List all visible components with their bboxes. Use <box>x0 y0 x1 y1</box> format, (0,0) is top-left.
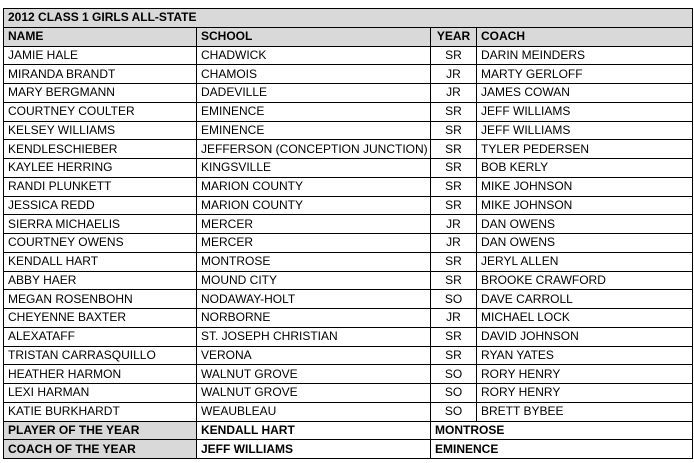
cell-coach: JAMES COWAN <box>477 84 693 103</box>
cell-school: WALNUT GROVE <box>197 365 431 384</box>
table-row <box>4 290 693 309</box>
cell-year: SO <box>431 402 477 421</box>
cell-school: EMINENCE <box>197 121 431 140</box>
cell-name: MIRANDA BRANDT <box>4 65 197 84</box>
table-row <box>4 309 693 328</box>
cell-year: JR <box>431 84 477 103</box>
cell-name: SIERRA MICHAELIS <box>4 215 197 234</box>
award-label: COACH OF THE YEAR <box>4 440 197 459</box>
cell-year: JR <box>431 65 477 84</box>
cell-coach: MICHAEL LOCK <box>477 309 693 328</box>
cell-name: RANDI PLUNKETT <box>4 177 197 196</box>
award-winner: JEFF WILLIAMS <box>197 440 431 459</box>
cell-school: CHADWICK <box>197 46 431 65</box>
cell-coach: TYLER PEDERSEN <box>477 140 693 159</box>
cell-coach: MIKE JOHNSON <box>477 177 693 196</box>
cell-name: ABBY HAER <box>4 271 197 290</box>
table-title: 2012 CLASS 1 GIRLS ALL-STATE <box>4 9 693 28</box>
cell-name: KENDLESCHIEBER <box>4 140 197 159</box>
table-row <box>4 365 693 384</box>
cell-name: MEGAN ROSENBOHN <box>4 290 197 309</box>
cell-school: VERONA <box>197 346 431 365</box>
table-row <box>4 177 693 196</box>
title-row <box>4 9 693 28</box>
cell-year: JR <box>431 234 477 253</box>
cell-year: SO <box>431 384 477 403</box>
cell-school: WALNUT GROVE <box>197 384 431 403</box>
award-label: PLAYER OF THE YEAR <box>4 421 197 440</box>
table-row <box>4 196 693 215</box>
table-row <box>4 121 693 140</box>
cell-coach: DAVID JOHNSON <box>477 327 693 346</box>
cell-coach: DAN OWENS <box>477 234 693 253</box>
cell-school: KINGSVILLE <box>197 159 431 178</box>
cell-coach: RORY HENRY <box>477 384 693 403</box>
cell-year: SR <box>431 140 477 159</box>
cell-school: NORBORNE <box>197 309 431 328</box>
table-row <box>4 102 693 121</box>
table-row <box>4 159 693 178</box>
cell-name: COURTNEY OWENS <box>4 234 197 253</box>
cell-coach: JEFF WILLIAMS <box>477 121 693 140</box>
cell-coach: DAN OWENS <box>477 215 693 234</box>
cell-school: NODAWAY-HOLT <box>197 290 431 309</box>
cell-year: SR <box>431 346 477 365</box>
cell-year: SO <box>431 365 477 384</box>
table-row <box>4 84 693 103</box>
cell-name: CHEYENNE BAXTER <box>4 309 197 328</box>
table-row <box>4 234 693 253</box>
award-winner: KENDALL HART <box>197 421 431 440</box>
cell-coach: RORY HENRY <box>477 365 693 384</box>
cell-school: MOUND CITY <box>197 271 431 290</box>
cell-coach: JEFF WILLIAMS <box>477 102 693 121</box>
table-row <box>4 65 693 84</box>
cell-year: SR <box>431 121 477 140</box>
cell-name: KENDALL HART <box>4 252 197 271</box>
cell-school: MONTROSE <box>197 252 431 271</box>
cell-school: MARION COUNTY <box>197 177 431 196</box>
cell-coach: BRETT BYBEE <box>477 402 693 421</box>
cell-coach: DARIN MEINDERS <box>477 46 693 65</box>
cell-school: MARION COUNTY <box>197 196 431 215</box>
cell-coach: DAVE CARROLL <box>477 290 693 309</box>
cell-school: DADEVILLE <box>197 84 431 103</box>
cell-name: JAMIE HALE <box>4 46 197 65</box>
header-row <box>4 27 693 46</box>
cell-school: MERCER <box>197 215 431 234</box>
table-row <box>4 252 693 271</box>
cell-name: COURTNEY COULTER <box>4 102 197 121</box>
table-row <box>4 384 693 403</box>
cell-name: LEXI HARMAN <box>4 384 197 403</box>
cell-coach: BROOKE CRAWFORD <box>477 271 693 290</box>
cell-coach: RYAN YATES <box>477 346 693 365</box>
cell-name: TRISTAN CARRASQUILLO <box>4 346 197 365</box>
table-row <box>4 327 693 346</box>
table-row <box>4 46 693 65</box>
award-school: MONTROSE <box>431 421 693 440</box>
cell-coach: BOB KERLY <box>477 159 693 178</box>
cell-year: SR <box>431 196 477 215</box>
cell-coach: JERYL ALLEN <box>477 252 693 271</box>
cell-school: EMINENCE <box>197 102 431 121</box>
cell-name: ALEXATAFF <box>4 327 197 346</box>
cell-year: SR <box>431 159 477 178</box>
cell-year: SR <box>431 271 477 290</box>
cell-coach: MIKE JOHNSON <box>477 196 693 215</box>
cell-name: KELSEY WILLIAMS <box>4 121 197 140</box>
cell-name: MARY BERGMANN <box>4 84 197 103</box>
cell-coach: MARTY GERLOFF <box>477 65 693 84</box>
table-row <box>4 346 693 365</box>
header-coach: COACH <box>477 27 693 46</box>
table-row <box>4 402 693 421</box>
cell-year: SR <box>431 102 477 121</box>
table-row <box>4 271 693 290</box>
cell-school: WEAUBLEAU <box>197 402 431 421</box>
cell-school: CHAMOIS <box>197 65 431 84</box>
table-row <box>4 215 693 234</box>
cell-name: KAYLEE HERRING <box>4 159 197 178</box>
cell-year: JR <box>431 215 477 234</box>
award-school: EMINENCE <box>431 440 693 459</box>
cell-year: SR <box>431 177 477 196</box>
all-state-table <box>3 8 693 459</box>
cell-year: SR <box>431 46 477 65</box>
cell-year: SO <box>431 290 477 309</box>
cell-year: SR <box>431 252 477 271</box>
cell-school: ST. JOSEPH CHRISTIAN <box>197 327 431 346</box>
cell-name: JESSICA REDD <box>4 196 197 215</box>
table-body <box>4 9 693 459</box>
cell-school: MERCER <box>197 234 431 253</box>
cell-name: KATIE BURKHARDT <box>4 402 197 421</box>
cell-name: HEATHER HARMON <box>4 365 197 384</box>
cell-school: JEFFERSON (CONCEPTION JUNCTION) <box>197 140 431 159</box>
table-row <box>4 140 693 159</box>
cell-year: JR <box>431 309 477 328</box>
header-name: NAME <box>4 27 197 46</box>
header-school: SCHOOL <box>197 27 431 46</box>
cell-year: SR <box>431 327 477 346</box>
award-row <box>4 440 693 459</box>
header-year: YEAR <box>431 27 477 46</box>
award-row <box>4 421 693 440</box>
